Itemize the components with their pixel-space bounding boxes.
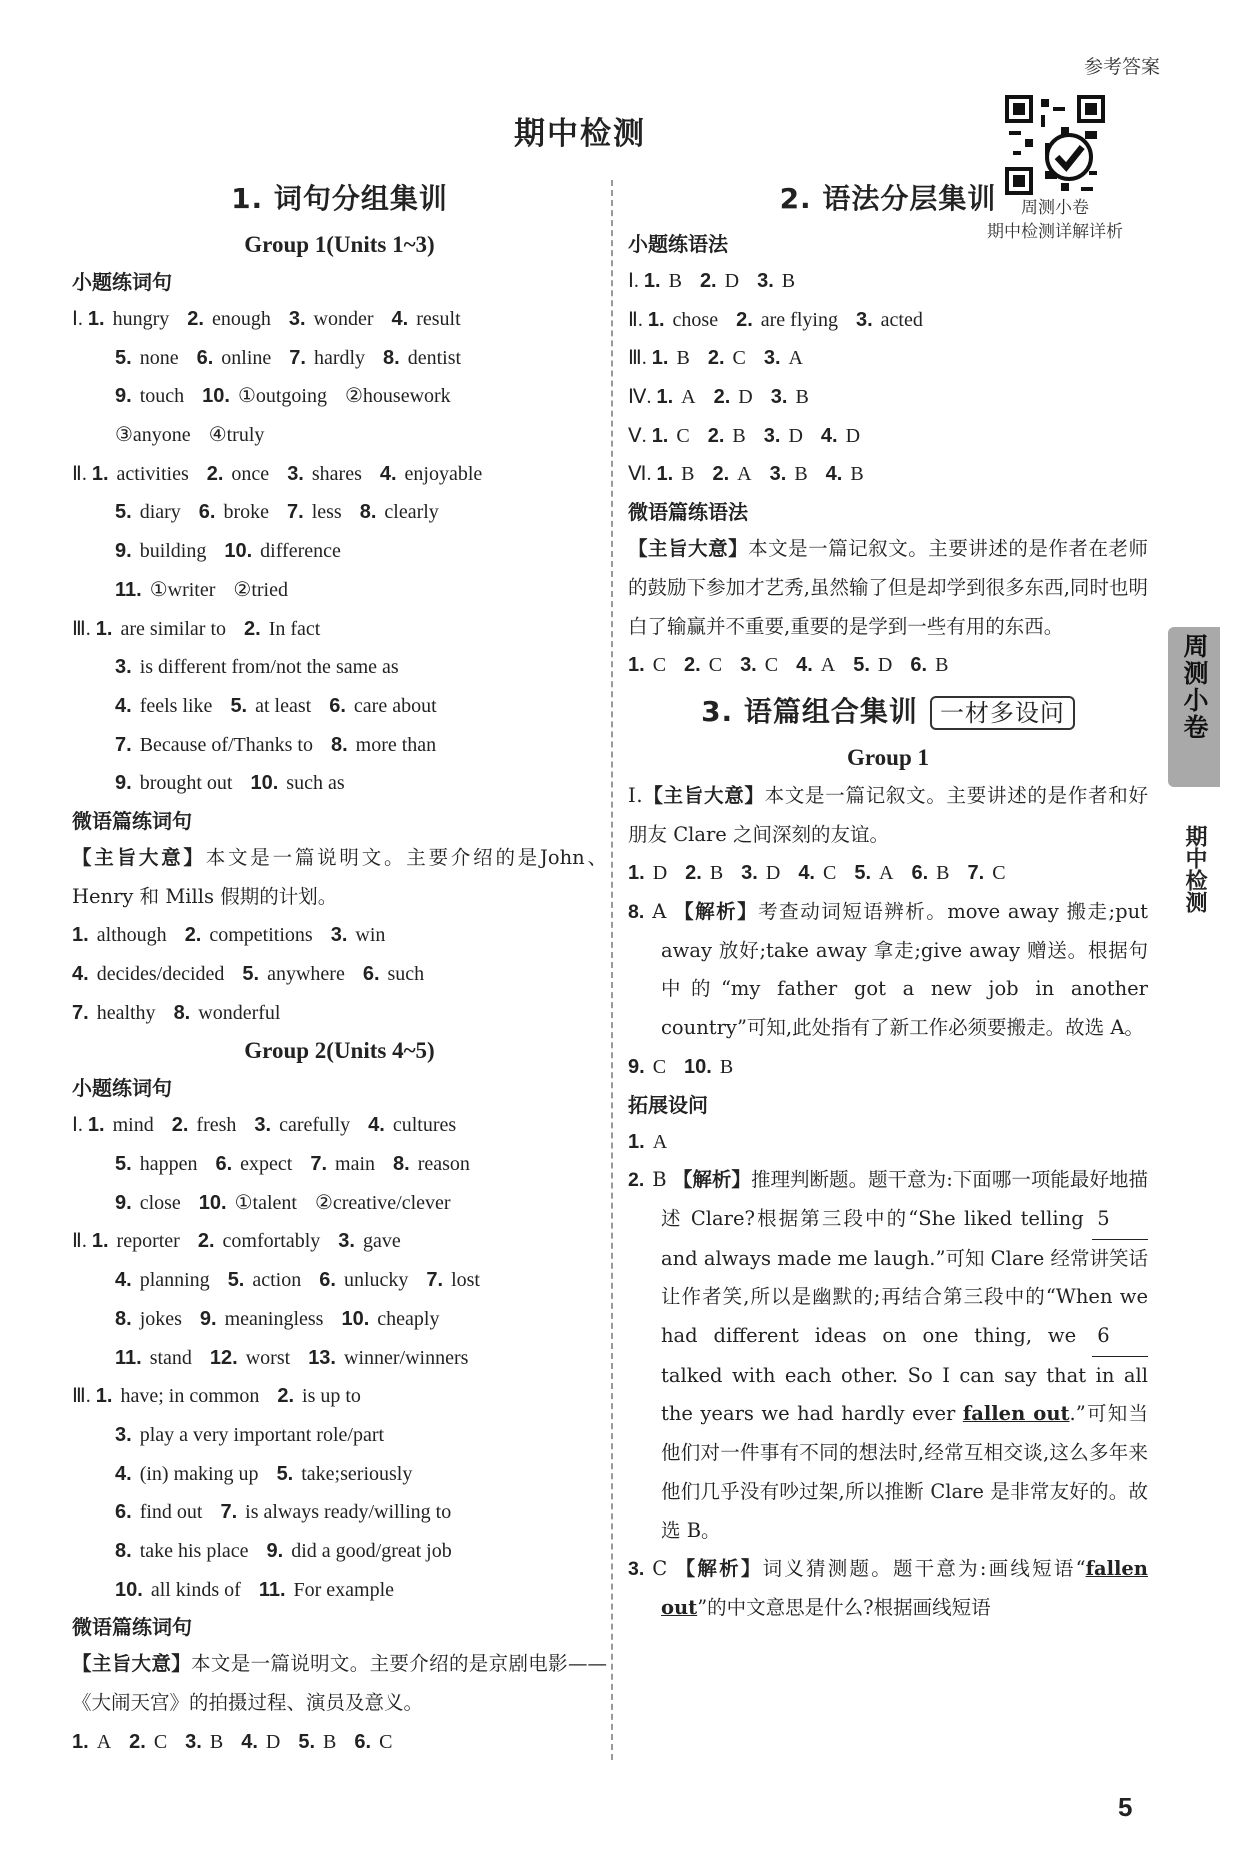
answer-row: 7. healthy 8. wonderful [72,1001,281,1024]
main-idea: Ⅰ.【主旨大意】本文是一篇记叙文。主要讲述的是作者和好朋友 Clare 之间深刻的友谊。 [628,783,1148,846]
section-title: 3. 语篇组合集训 一材多设问 [628,685,1148,739]
answer-row: 5. diary 6. broke 7. less 8. clearly [115,501,439,524]
answer-row: Ⅲ. 1. B 2. C 3. A [628,347,803,370]
answer-row: 10. all kinds of 11. For example [115,1578,395,1601]
answer-row: 3. play a very important role/part [115,1423,385,1446]
subsection-title: 微语篇练词句 [72,808,192,833]
answer-row: Ⅰ. 1. B 2. D 3. B [628,270,796,292]
blank: 5 [1092,1200,1148,1240]
answer-row: 1. A [628,1130,668,1153]
answer-row: 9. brought out 10. such as [115,772,345,795]
main-idea: 【主旨大意】本文是一篇记叙文。主要讲述的是作者在老师的鼓励下参加才艺秀,虽然输了但是却学到很多东西,同时也明白了输赢并不重要,重要的是学到一些有用的东西。 [628,537,1148,638]
answer-row: ③anyone ④truly [115,424,265,447]
answer-row: 11. ①writer ②tried [115,578,288,601]
explanation: 8. A 【解析】考查动词短语辨析。move away 搬走;put away 放好;take away 拿走;give away 赠送。根据句中的“my father got a new job in another country”可知,此处指有了新工作必须要搬走。故选 A。 [628,900,1148,1040]
answer-row: 5. none 6. online 7. hardly 8. dentist [115,346,462,369]
answer-row: 1. although 2. competitions 3. win [72,924,386,947]
answer-row: 4. planning 5. action 6. unlucky 7. lost [115,1269,480,1292]
answer-row: Ⅰ. 1. hungry 2. enough 3. wonder 4. result [72,308,461,330]
answer-row: Ⅵ. 1. B 2. A 3. B 4. B [628,463,864,486]
column-divider [611,180,613,1760]
answer-row: 3. is different from/not the same as [115,656,399,679]
answer-row: Ⅱ. 1. reporter 2. comfortably 3. gave [72,1230,401,1253]
answer-row: 4. feels like 5. at least 6. care about [115,694,437,717]
group-title: Group 1(Units 1~3) [244,232,435,257]
subsection-title: 微语篇练词句 [72,1615,192,1640]
answer-row: Ⅱ. 1. chose 2. are flying 3. acted [628,308,923,331]
answer-row: 8. jokes 9. meaningless 10. cheaply [115,1307,440,1330]
group-title: Group 1 [846,744,930,770]
answer-row: Ⅴ. 1. C 2. B 3. D 4. D [628,424,861,447]
subsection-title: 微语篇练语法 [628,500,748,525]
answer-row: 1. A 2. C 3. B 4. D 5. B 6. C [72,1730,393,1753]
answer-row: Ⅲ. 1. have; in common 2. is up to [72,1385,361,1408]
blank: 6 [1092,1317,1148,1357]
answer-row: 6. find out 7. is always ready/willing to [115,1501,452,1524]
main-idea: 【主旨大意】本文是一篇说明文。主要介绍的是John、Henry 和 Mills 假期的计划。 [72,845,607,908]
subsection-title: 小题练词句 [72,270,172,294]
section-badge: 一材多设问 [930,696,1075,730]
answer-row: Ⅰ. 1. mind 2. fresh 3. carefully 4. cultures [72,1114,457,1137]
underlined-phrase: fallen out [962,1402,1070,1426]
section-title: 2. 语法分层集训 [779,182,997,215]
section-title: 1. 词句分组集训 [231,182,448,215]
answer-row: 1. C 2. C 3. C 4. A 5. D 6. B [628,654,949,677]
subsection-title: 小题练词句 [72,1076,172,1101]
qr-caption: 周测小卷 期中检测详解详析 [987,198,1123,242]
explanation: 3. C 【解析】词义猜测题。题干意为:画线短语“fallen out”的中文意思是什么?根据画线短语 [628,1557,1148,1619]
subsection-title: 拓展设问 [628,1092,708,1117]
answer-row: 1. D 2. B 3. D 4. C 5. A 6. B 7. C [628,862,1006,885]
answer-row: 9. touch 10. ①outgoing ②housework [115,385,451,408]
subsection-title: 小题练语法 [628,232,728,256]
explanation: 2. B 【解析】推理判断题。题干意为:下面哪一项能最好地描述 Clare?根据第三段中的“She liked telling 5 and always made me laugh.”可知 Clare 经常讲笑话让作者笑,所以是幽默的;再结合第三段中的“When we had different ideas on one thing, we 6 talked with each other. So I can say that in all the years we had hardly ever fallen out.”可知当他们对一件事有不同的想法时,经常互相交谈,这么多年来他们几乎没有吵过架,所以推断 Clare 是非常友好的。故选 B。 [628,1168,1149,1542]
answer-row: 11. stand 12. worst 13. winner/winners [115,1346,469,1369]
header-label: 参考答案 [1083,56,1160,78]
answer-row: Ⅳ. 1. A 2. D 3. B [628,386,809,409]
answer-row: Ⅲ. 1. are similar to 2. In fact [72,617,321,640]
answer-row: 7. Because of/Thanks to 8. more than [115,733,437,756]
left-column [72,172,607,1761]
group-title: Group 2(Units 4~5) [244,1038,435,1064]
answer-row: Ⅱ. 1. activities 2. once 3. shares 4. enjoyable [72,462,483,485]
side-tab: 周测小卷 [1168,627,1220,787]
page-number: 5 [1118,1792,1133,1822]
answer-row: 4. (in) making up 5. take;seriously [115,1462,413,1485]
answer-row: 9. C 10. B [628,1055,734,1078]
answer-row: 9. building 10. difference [115,540,341,563]
main-idea: 【主旨大意】本文是一篇说明文。主要介绍的是京剧电影——《大闹天宫》的拍摄过程、演员及意义。 [72,1652,607,1715]
answer-row: 8. take his place 9. did a good/great job [115,1539,452,1562]
answer-row: 4. decides/decided 5. anywhere 6. such [72,963,425,986]
page-title: 期中检测 [514,116,646,152]
right-column [628,172,1148,1628]
answer-row: 5. happen 6. expect 7. main 8. reason [115,1153,470,1176]
answer-row: 9. close 10. ①talent ②creative/clever [115,1191,451,1214]
side-tab-sub: 期中检测 [1182,825,1207,913]
